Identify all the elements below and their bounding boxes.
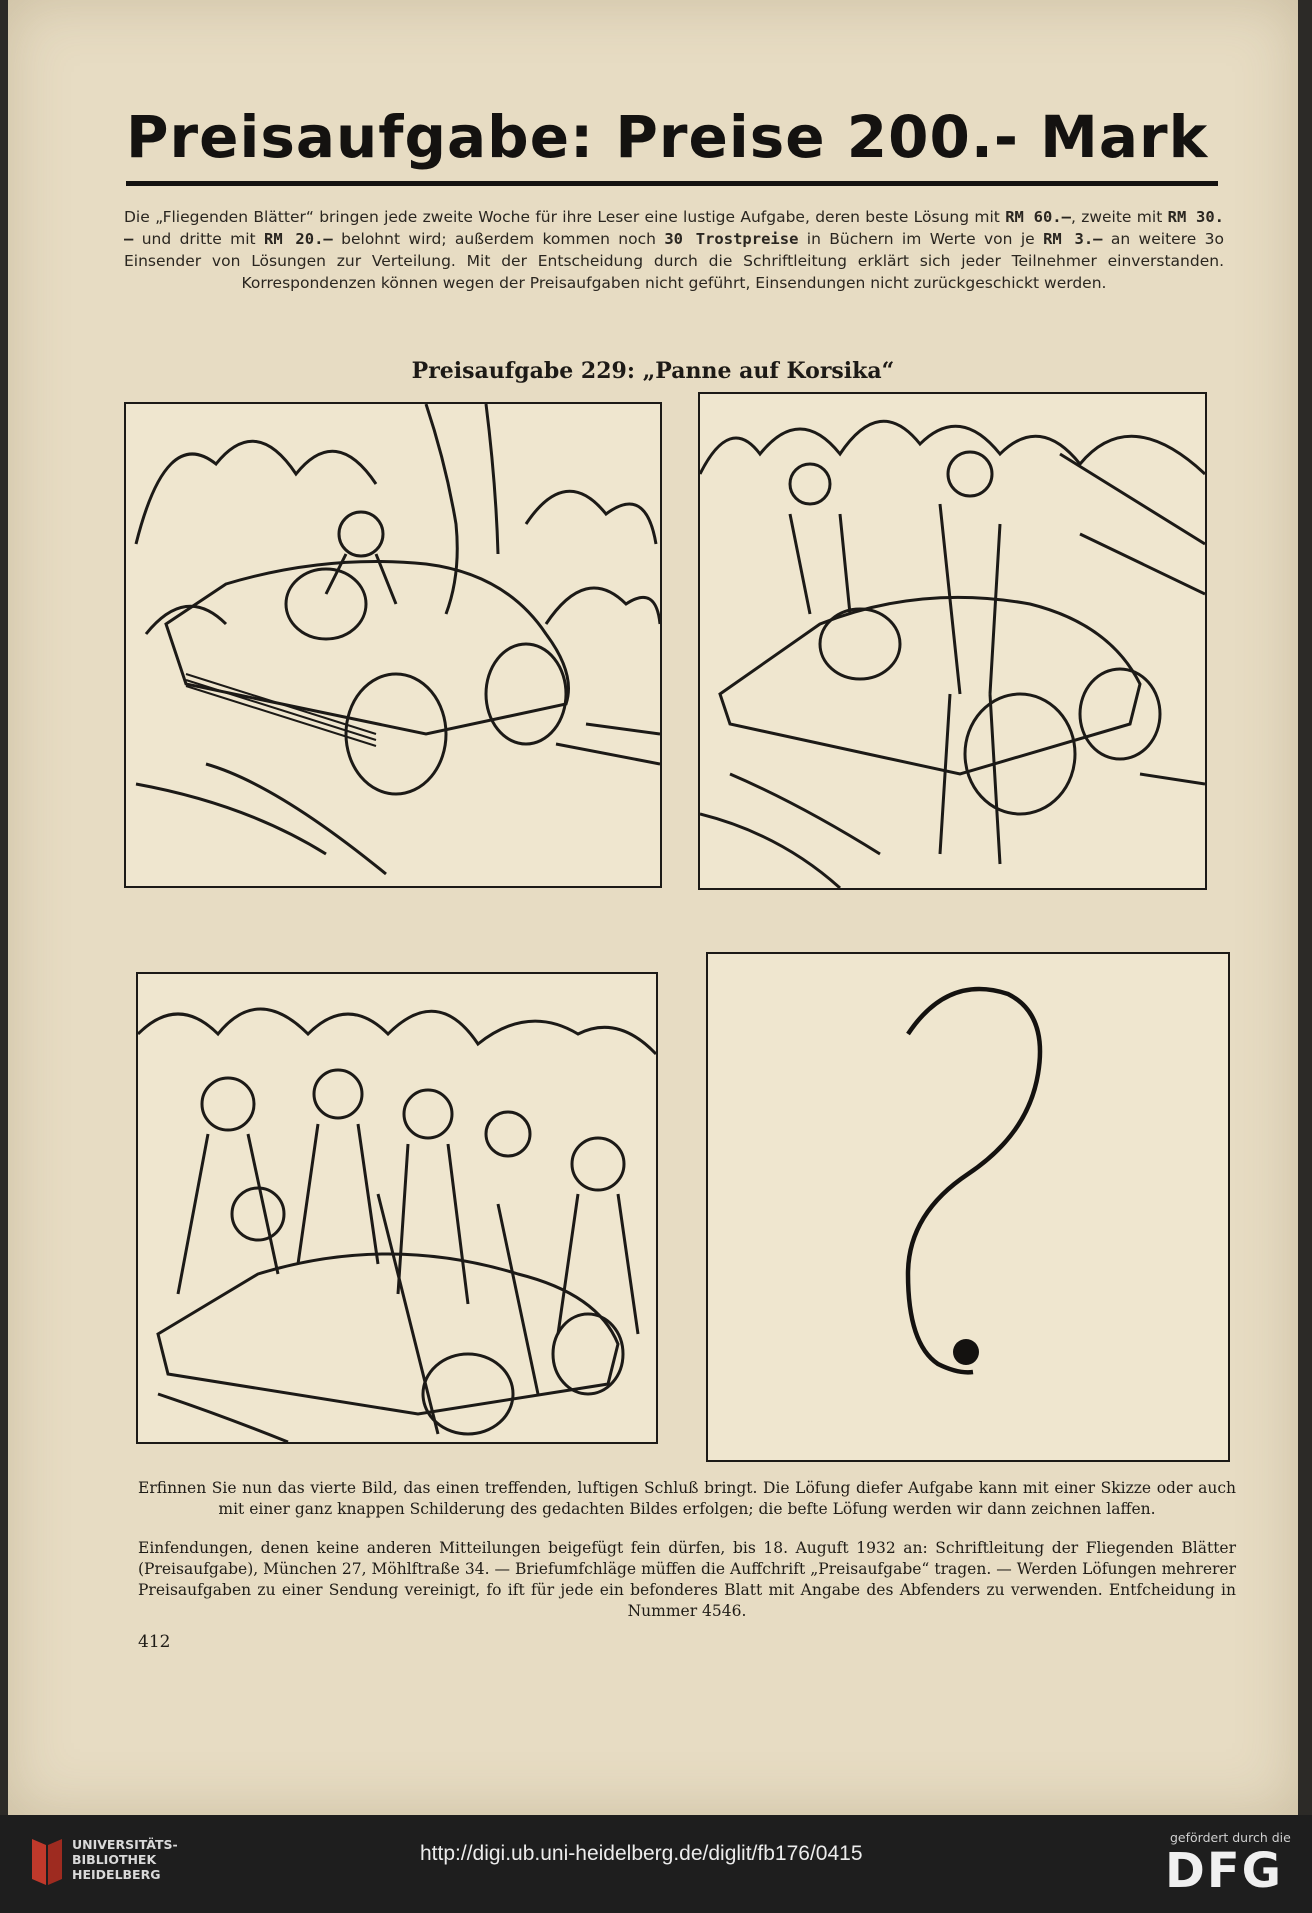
intro-paragraph [124,206,1224,294]
intro-text-4: belohnt wird; außerdem kommen noch [332,230,665,248]
comic-panel-3 [136,972,658,1444]
intro-text-5: in Büchern im Werte von je [798,230,1044,248]
comic-panel-2 [698,392,1207,890]
comic-panel-4 [706,952,1230,1462]
page-number: 412 [138,1632,171,1652]
prize-second: RM 30.— [124,208,1224,248]
prize-third: RM 20.— [264,230,333,248]
question-mark-illustration [708,954,1228,1460]
intro-text-2: , zweite mit [1070,208,1168,226]
caption-submission-rules: Einfendungen, denen keine anderen Mitteilungen beigefügt fein dürfen, bis 18. Auguft 1932 an: Schriftleitung der Fliegenden Blätter (Preisaufgabe), München 27, Möhlftraße 34. — Briefumfchläge müffen die Auffchrift „Preisaufgabe“ tragen. — Werden Löfungen mehrerer Preisaufgaben zu einer Sendung vereinigt, fo ift für jede ein befonderes Blatt mit Angabe des Abfenders zu verwenden. Entfcheidung in Nummer 4546. [138,1539,1236,1620]
intro-text-3: und dritte mit [133,230,264,248]
intro-text-6: an weitere 3o Einsender von Lösungen zur Verteilung. Mit der Entscheidung durch die Schriftleitung erklärt sich jeder Teilnehmer einverstanden. Korrespondenzen können wegen der Preisaufgaben nicht geführt, Einsendungen nicht zurückgeschickt werden. [124,230,1224,292]
page-title: Preisaufgabe: Preise 200.- Mark [126,103,1209,171]
permalink[interactable]: http://digi.ub.uni-heidelberg.de/diglit/fb176/0415 [420,1842,863,1865]
panel-2-illustration [700,394,1205,888]
title-underline [126,181,1218,186]
question-mark-dot [953,1339,979,1365]
panel-4-symbol: ? [708,954,709,955]
panel-3-illustration [138,974,656,1442]
puzzle-title: Preisaufgabe 229: „Panne auf Korsika“ [411,358,895,384]
scanned-page [8,0,1298,1815]
comic-panel-1 [124,402,662,888]
caption-task: Erfinnen Sie nun das vierte Bild, das einen treffenden, luftigen Schluß bringt. Die Löfung diefer Aufgabe kann mit einer Skizze oder auch mit einer ganz knappen Schilderung des gedachten Bildes erfolgen; die befte Löfung werden wir dann zeichnen laffen. [138,1479,1236,1518]
prize-consolation-value: RM 3.— [1043,230,1103,248]
consolation-prizes: 30 Trostpreise [664,230,799,248]
library-name: UNIVERSITÄTS- BIBLIOTHEK HEIDELBERG [72,1837,178,1882]
dfg-logo: DFG [1165,1843,1284,1899]
prize-first: RM 60.— [1005,208,1071,226]
funding-note: gefördert durch die [1170,1830,1291,1845]
library-logo-icon [30,1835,64,1887]
panel-1-illustration [126,404,660,886]
intro-text-1: Die „Fliegenden Blätter“ bringen jede zweite Woche für ihre Leser eine lustige Aufgabe, deren beste Lösung mit [124,208,1006,226]
